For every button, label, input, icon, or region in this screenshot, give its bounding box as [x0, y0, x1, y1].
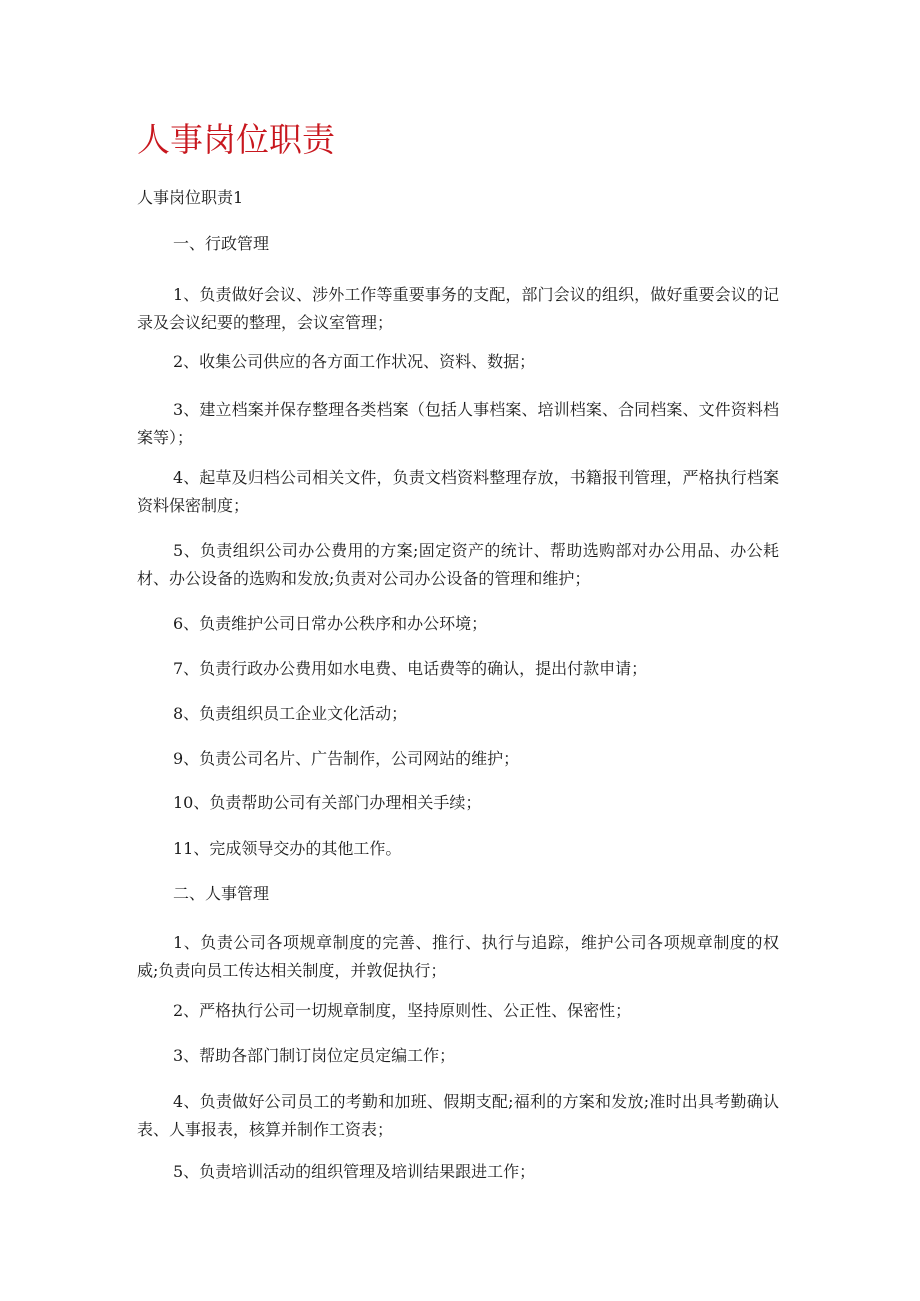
section-heading-hr: 二、人事管理: [173, 884, 270, 903]
document-subtitle: 人事岗位职责1: [137, 188, 244, 207]
section-heading-admin: 一、行政管理: [173, 234, 270, 253]
hr-item-4: 4、负责做好公司员工的考勤和加班、假期支配;福利的方案和发放;准时出具考勤确认表、人事报表，核算并制作工资表；: [137, 1092, 779, 1139]
admin-item-5: 5、负责组织公司办公费用的方案;固定资产的统计、帮助选购部对办公用品、办公耗材、办公设备的选购和发放;负责对公司办公设备的管理和维护；: [137, 541, 779, 588]
hr-item-2: 2、严格执行公司一切规章制度，坚持原则性、公正性、保密性；: [173, 1001, 632, 1020]
admin-item-6: 6、负责维护公司日常办公秩序和办公环境；: [173, 614, 488, 633]
admin-item-10: 10、负责帮助公司有关部门办理相关手续；: [173, 793, 482, 812]
admin-item-1: 1、负责做好会议、涉外工作等重要事务的支配，部门会议的组织，做好重要会议的记录及会议纪要的整理，会议室管理；: [137, 285, 779, 332]
admin-item-11: 11、完成领导交办的其他工作。: [173, 839, 402, 858]
admin-item-2: 2、收集公司供应的各方面工作状况、资料、数据；: [173, 352, 536, 371]
admin-item-8: 8、负责组织员工企业文化活动；: [173, 704, 408, 723]
hr-item-1: 1、负责公司各项规章制度的完善、推行、执行与追踪，维护公司各项规章制度的权威;负责向员工传达相关制度，并敦促执行；: [137, 933, 779, 980]
hr-item-3: 3、帮助各部门制订岗位定员定编工作；: [173, 1046, 456, 1065]
admin-item-3: 3、建立档案并保存整理各类档案（包括人事档案、培训档案、合同档案、文件资料档案等）；: [137, 400, 779, 447]
hr-item-5: 5、负责培训活动的组织管理及培训结果跟进工作；: [173, 1162, 536, 1181]
admin-item-9: 9、负责公司名片、广告制作，公司网站的维护；: [173, 749, 520, 768]
document-title: 人事岗位职责: [137, 120, 335, 159]
admin-item-4: 4、起草及归档公司相关文件，负责文档资料整理存放，书籍报刊管理，严格执行档案资料保密制度；: [137, 468, 779, 515]
admin-item-7: 7、负责行政办公费用如水电费、电话费等的确认，提出付款申请；: [173, 659, 648, 678]
